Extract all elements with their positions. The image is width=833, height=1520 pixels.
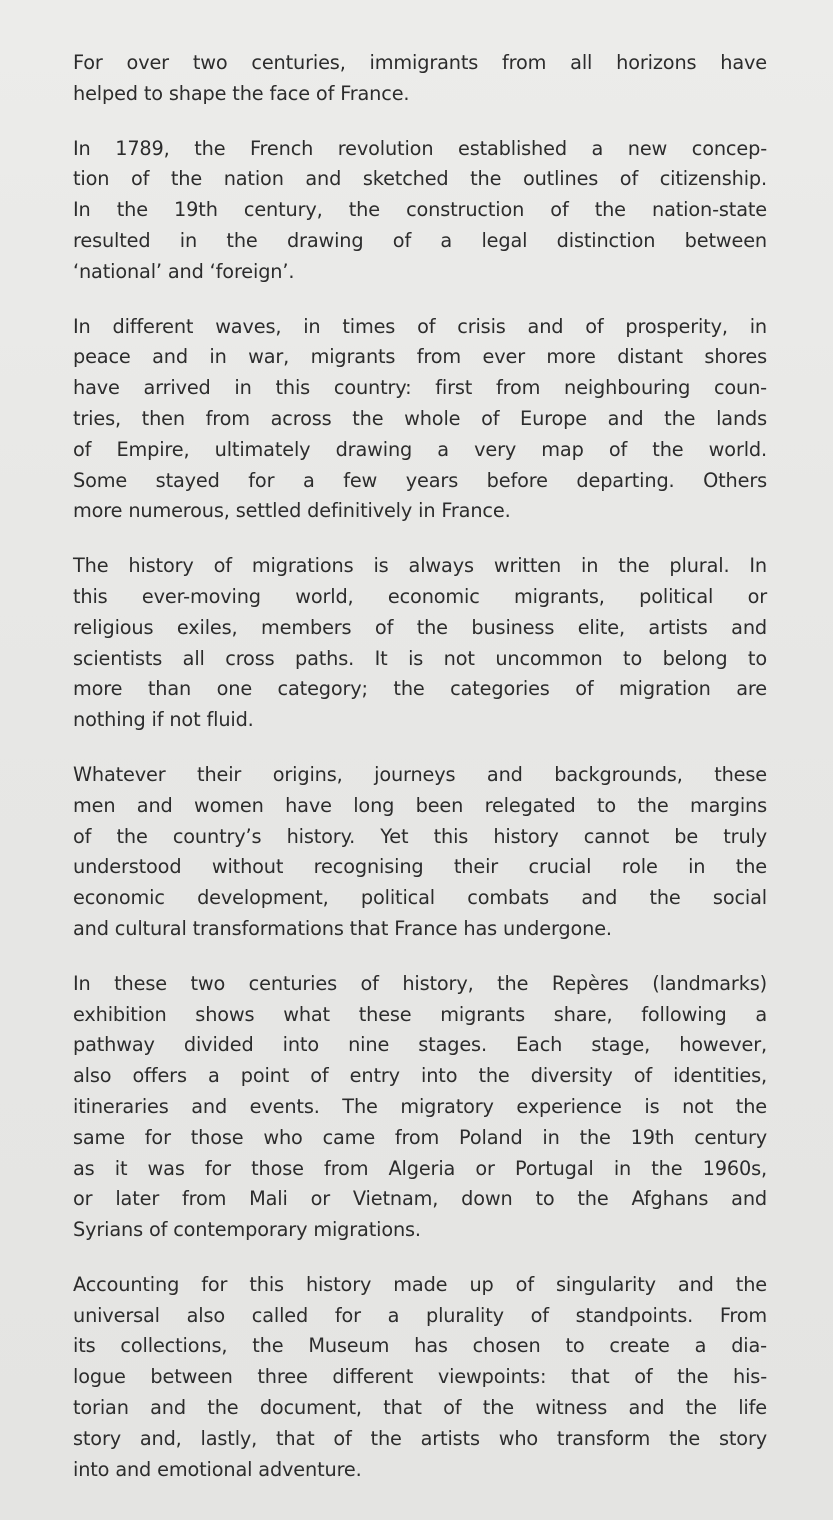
text-line: helped to shape the face of France. — [73, 81, 410, 105]
text-line: economic development, political combats and the social — [73, 886, 767, 910]
text-line: nothing if not fluid. — [73, 708, 254, 732]
text-line: The history of migrations is always written in the plural. In — [73, 554, 767, 578]
text-line: torian and the document, that of the witness and the life — [73, 1396, 767, 1420]
text-line: Syrians of contemporary migrations. — [73, 1218, 421, 1242]
text-line: men and women have long been relegated to the margins — [73, 793, 767, 817]
text-line: or later from Mali or Vietnam, down to the Afghans and — [73, 1187, 767, 1211]
text-line: understood without recognising their crucial role in the — [73, 855, 767, 879]
text-line: religious exiles, members of the business elite, artists and — [73, 615, 767, 639]
text-line: more than one category; the categories of migration are — [73, 677, 767, 701]
text-line: its collections, the Museum has chosen to create a dia- — [73, 1334, 767, 1358]
text-line: story and, lastly, that of the artists who transform the story — [73, 1426, 767, 1450]
text-line: itineraries and events. The migratory experience is not the — [73, 1094, 767, 1118]
text-line: exhibition shows what these migrants share, following a — [73, 1002, 767, 1026]
paragraph-plural — [73, 551, 767, 736]
text-line: tion of the nation and sketched the outlines of citizenship. — [73, 167, 767, 191]
paragraph-revolution — [73, 134, 767, 288]
paragraph-intro — [73, 48, 767, 110]
text-line: Some stayed for a few years before departing. Others — [73, 468, 767, 492]
text-line: logue between three different viewpoints: that of the his- — [73, 1365, 767, 1389]
paragraph-waves — [73, 312, 767, 528]
text-line: In 1789, the French revolution established a new concep- — [73, 136, 767, 160]
text-line: also offers a point of entry into the diversity of identities, — [73, 1064, 767, 1088]
text-line: as it was for those from Algeria or Portugal in the 1960s, — [73, 1156, 767, 1180]
text-line: scientists all cross paths. It is not uncommon to belong to — [73, 646, 767, 670]
text-line: have arrived in this country: first from neighbouring coun- — [73, 376, 767, 400]
text-line: For over two centuries, immigrants from all horizons have — [73, 51, 767, 74]
paragraph-viewpoints — [73, 1270, 767, 1486]
text-line: universal also called for a plurality of standpoints. From — [73, 1303, 767, 1327]
text-line: pathway divided into nine stages. Each stage, however, — [73, 1033, 767, 1057]
text-line: of the country’s history. Yet this history cannot be truly — [73, 824, 767, 848]
text-line: ‘national’ and ‘foreign’. — [73, 259, 295, 283]
text-line: resulted in the drawing of a legal distinction between — [73, 228, 767, 252]
text-line: and cultural transformations that France has undergone. — [73, 916, 612, 940]
text-line: more numerous, settled definitively in France. — [73, 499, 511, 523]
text-line: Accounting for this history made up of singularity and the — [73, 1272, 767, 1296]
text-line: In the 19th century, the construction of the nation-state — [73, 198, 767, 222]
text-line: of Empire, ultimately drawing a very map of the world. — [73, 437, 767, 461]
text-line: In different waves, in times of crisis and of prosperity, in — [73, 314, 767, 338]
text-line: Whatever their origins, journeys and backgrounds, these — [73, 762, 767, 786]
text-line: same for those who came from Poland in the 19th century — [73, 1125, 767, 1149]
text-line: peace and in war, migrants from ever more distant shores — [73, 345, 767, 369]
paragraph-reperes — [73, 969, 767, 1246]
text-line: into and emotional adventure. — [73, 1457, 362, 1481]
text-line: tries, then from across the whole of Europe and the lands — [73, 406, 767, 430]
text-line: this ever-moving world, economic migrants, political or — [73, 584, 767, 608]
paragraph-margins — [73, 760, 767, 945]
text-line: In these two centuries of history, the Repères (landmarks) — [73, 971, 767, 995]
